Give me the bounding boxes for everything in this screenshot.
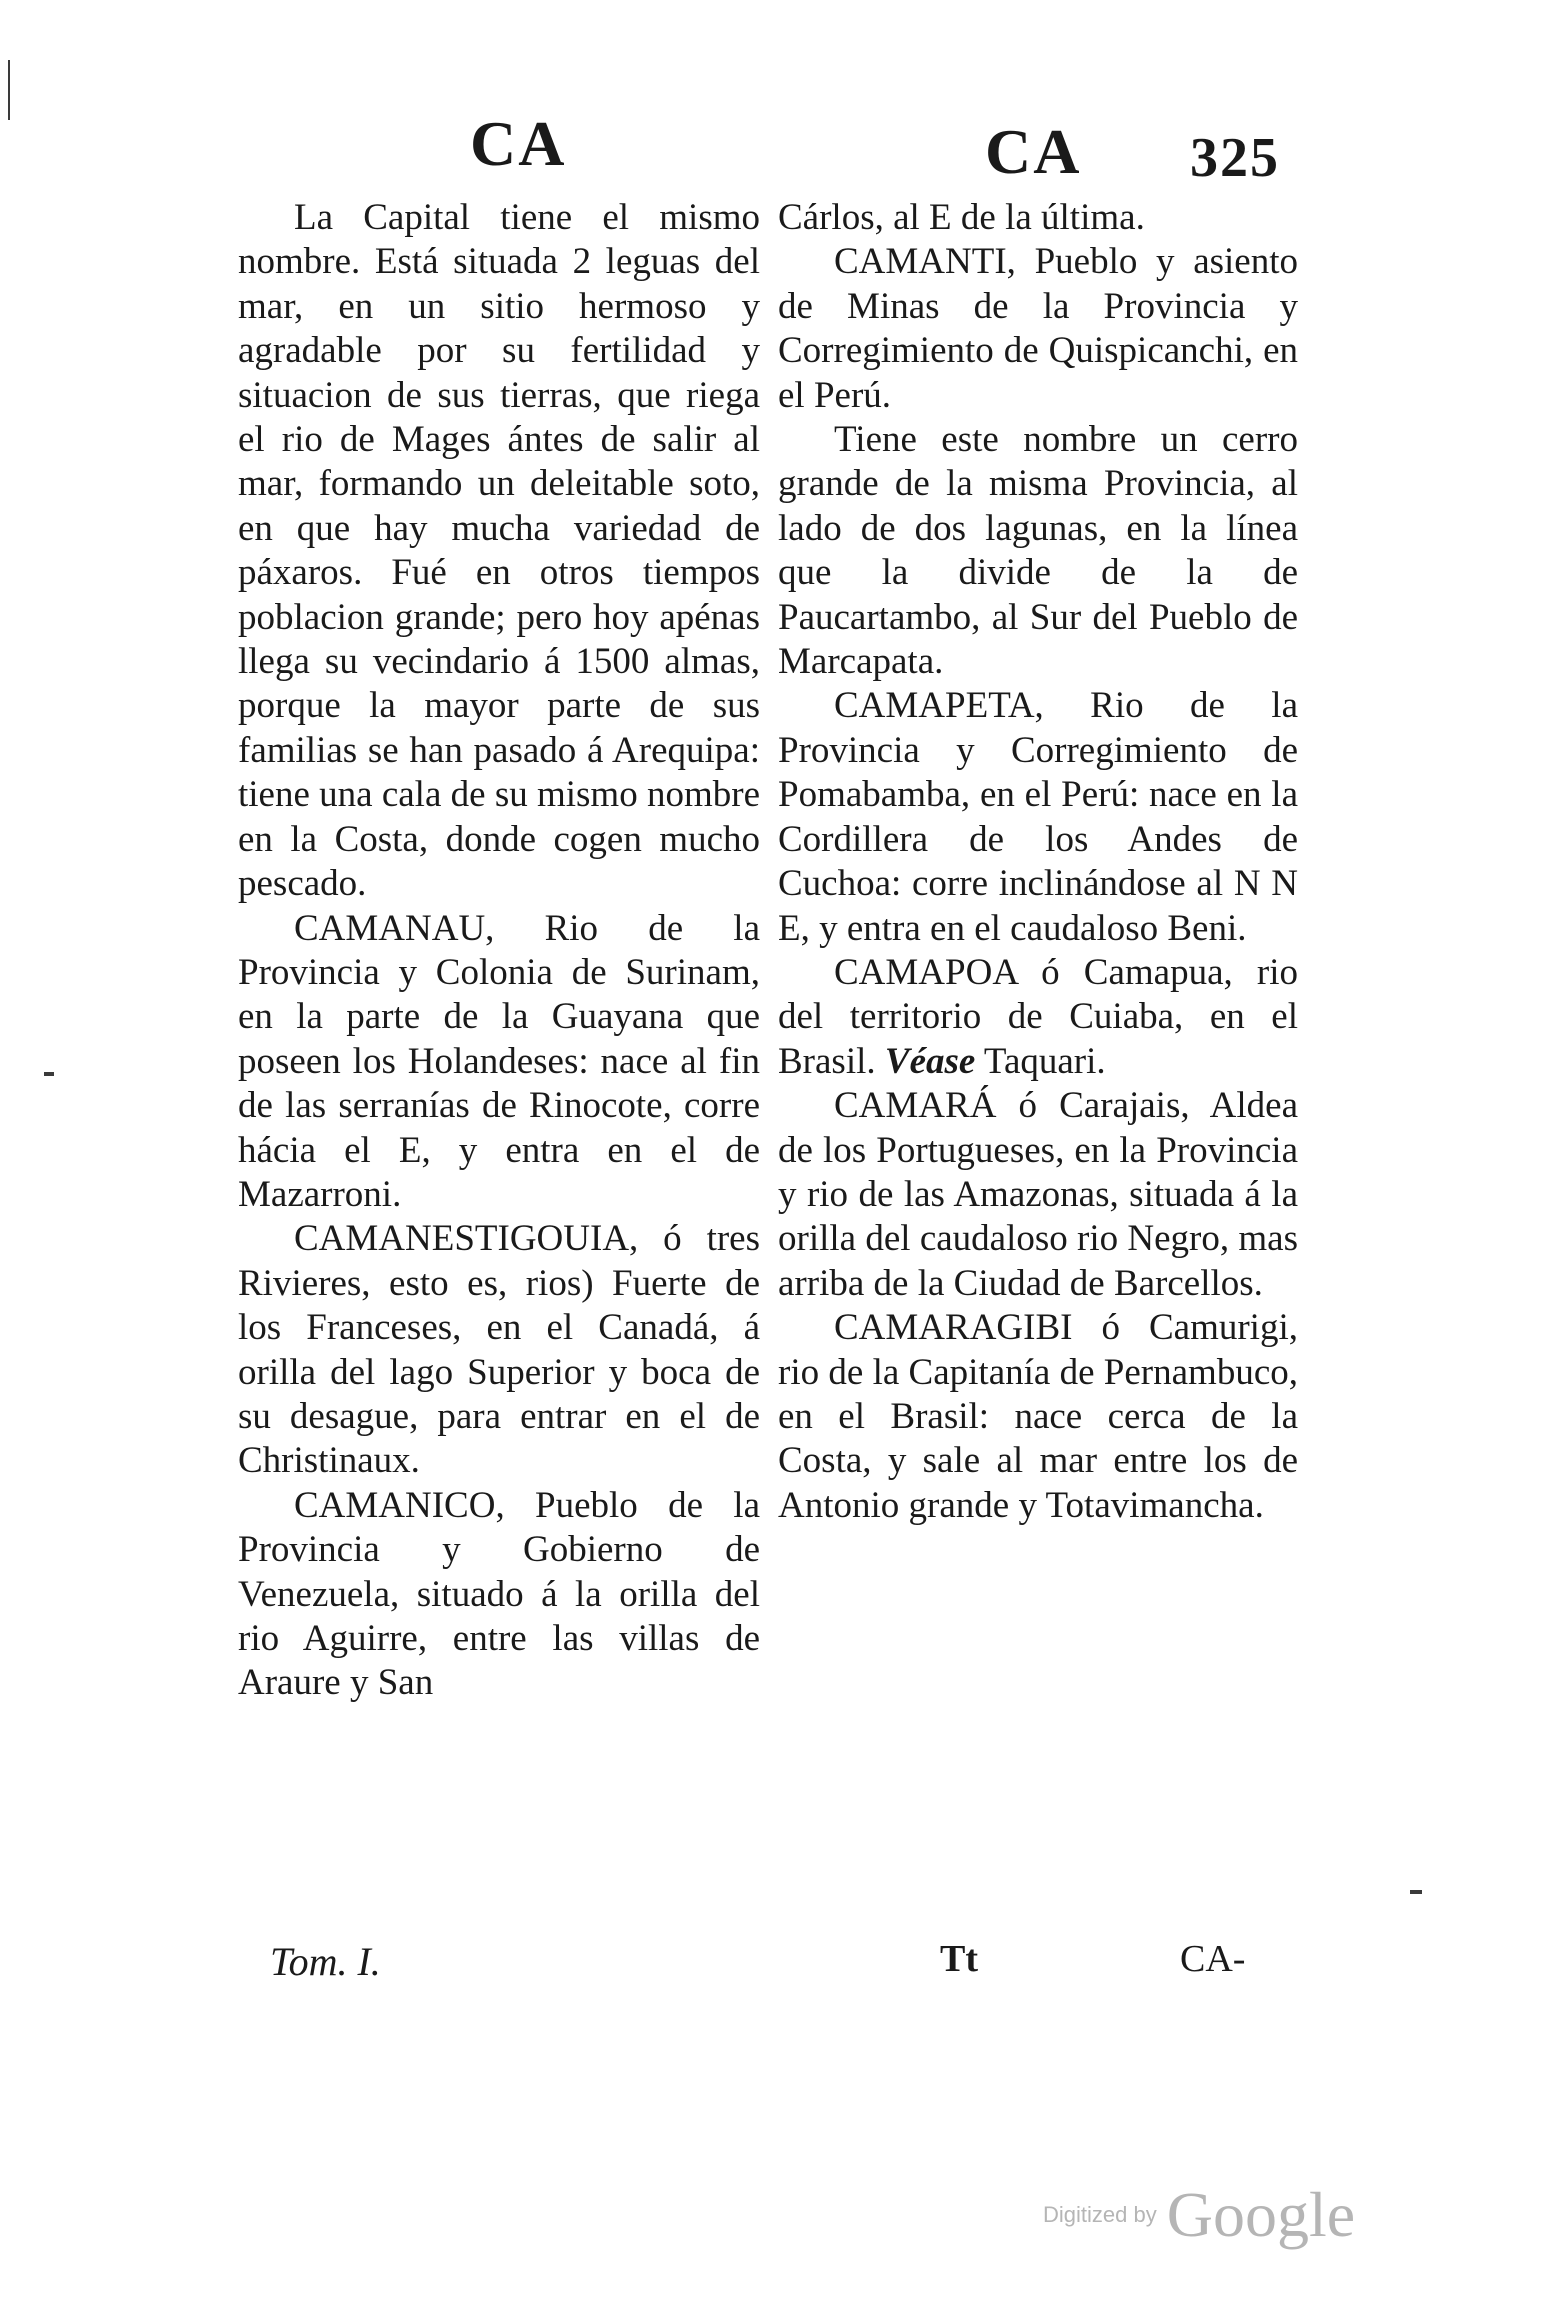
left-column <box>238 196 760 1706</box>
right-running-head: CA <box>985 116 1082 187</box>
paragraph: La Capital tiene el mismo nombre. Está situada 2 leguas del mar, en un sitio hermoso y agradable por su fertilidad y situacion de sus tierras, que riega el rio de Mages ántes de salir al mar, formando un deleitable soto, en que hay mucha variedad de páxaros. Fué en otros tiempos poblacion grande; pero hoy apénas llega su vecindario á 1500 almas, porque la mayor parte de sus familias se han pasado á Arequipa: tiene una cala de su mismo nombre en la Costa, donde cogen mucho pescado. <box>238 197 760 905</box>
signature-mark: Tt <box>940 1938 978 1980</box>
cross-reference-target: Taquari. <box>983 1040 1106 1082</box>
cross-reference-label: Véase <box>884 1040 976 1082</box>
entry-camapoa <box>778 951 1298 1084</box>
right-column <box>778 196 1298 1528</box>
left-running-head: CA <box>470 108 567 179</box>
scan-mark <box>8 60 10 120</box>
paragraph: Tiene este nombre un cerro grande de la misma Provincia, al lado de dos lagunas, en la línea que la divide de la de Paucartambo, al Sur del Pueblo de Marcapata. <box>778 419 1298 683</box>
watermark-prefix: Digitized by <box>1043 2202 1157 2227</box>
entry-camanico: CAMANICO, Pueblo de la Provincia y Gobierno de Venezuela, situado á la orilla del rio Aguirre, entre las villas de Araure y San <box>238 1484 760 1704</box>
entry-camapeta: CAMAPETA, Rio de la Provincia y Corregimiento de Pomabamba, en el Perú: nace en la Cordillera de los Andes de Cuchoa: corre inclinándose al N N E, y entra en el caudaloso Beni. <box>778 685 1298 949</box>
page-number: 325 <box>1190 127 1280 189</box>
entry-camanti: CAMANTI, Pueblo y asiento de Minas de la Provincia y Corregimiento de Quispicanchi, en el Perú. <box>778 241 1298 416</box>
entry-camaragibi: CAMARAGIBI ó Camurigi, rio de la Capitanía de Pernambuco, en el Brasil: nace cerca de la Costa, y sale al mar entre los de Antonio grande y Totavimancha. <box>778 1307 1298 1526</box>
scan-mark <box>44 1072 54 1076</box>
scan-mark <box>1410 1890 1422 1894</box>
google-logo: Google <box>1166 2179 1356 2250</box>
entry-text: CAMAPOA ó Camapua, rio del territorio de Cuiaba, en el Brasil. <box>778 951 1298 1082</box>
entry-camara: CAMARÁ ó Carajais, Aldea de los Portugueses, en la Provincia y rio de las Amazonas, situada á la orilla del caudaloso rio Negro, mas arriba de la Ciudad de Barcellos. <box>778 1085 1298 1304</box>
volume-signature: Tom. I. <box>270 1939 381 1984</box>
entry-camanau: CAMANAU, Rio de la Provincia y Colonia de Surinam, en la parte de la Guayana que poseen los Holandeses: nace al fin de las serranías de Rinocote, corre hácia el E, y entra en el de Mazarroni. <box>238 907 760 1215</box>
entry-camanestigouia: CAMANESTIGOUIA, ó tres Rivieres, esto es, rios) Fuerte de los Franceses, en el Canadá, á orilla del lago Superior y boca de su desague, para entrar en el de Christinaux. <box>238 1218 760 1482</box>
paragraph-continuation: Cárlos, al E de la última. <box>778 197 1145 238</box>
digitized-by-google-watermark <box>1043 2178 1355 2252</box>
catchword: CA- <box>1180 1938 1246 1980</box>
